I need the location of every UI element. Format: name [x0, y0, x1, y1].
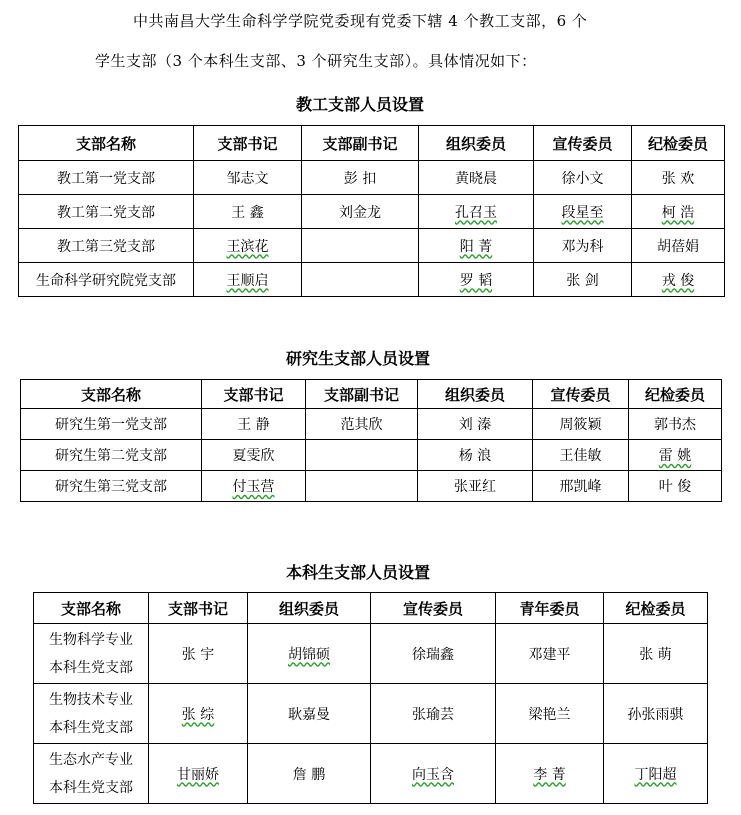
branch-name-line-1: 生态水产专业 — [49, 751, 133, 768]
table-cell: 彭 扣 — [302, 161, 419, 195]
table-cell: 詹 鹏 — [248, 744, 371, 804]
table-cell: 徐瑞鑫 — [371, 624, 496, 684]
table-cell: 张亚红 — [418, 471, 533, 502]
table-cell: 王顺启 — [194, 263, 302, 297]
column-header: 青年委员 — [496, 593, 604, 624]
undergrad-branch-table — [33, 592, 708, 804]
column-header: 纪检委员 — [632, 126, 725, 161]
table-cell: 张 萌 — [604, 624, 708, 684]
table-row — [19, 263, 725, 297]
table-cell: 周筱颖 — [533, 409, 629, 440]
undergrad-section-title: 本科生支部人员设置 — [286, 563, 431, 582]
table-cell — [306, 440, 418, 471]
table-cell: 王 鑫 — [194, 195, 302, 229]
table-cell: 王佳敏 — [533, 440, 629, 471]
column-header: 支部名称 — [19, 126, 194, 161]
table-row — [19, 229, 725, 263]
table-header-row — [19, 126, 725, 161]
table-cell: 杨 浪 — [418, 440, 533, 471]
column-header: 支部书记 — [149, 593, 248, 624]
column-header: 支部名称 — [21, 380, 202, 409]
table-header-row — [34, 593, 708, 624]
table-cell: 雷 姚 — [629, 440, 722, 471]
branch-name-cell — [34, 624, 149, 684]
intro-line-1: 中共南昌大学生命科学学院党委现有党委下辖 4 个教工支部，6 个 — [133, 12, 588, 30]
column-header: 纪检委员 — [629, 380, 722, 409]
table-row — [21, 471, 722, 502]
table-cell: 段星至 — [534, 195, 632, 229]
table-cell: 刘 溱 — [418, 409, 533, 440]
table-cell: 耿嘉曼 — [248, 684, 371, 744]
column-header: 支部副书记 — [302, 126, 419, 161]
table-cell: 柯 浩 — [632, 195, 725, 229]
branch-name-line-2: 本科生党支部 — [49, 779, 133, 796]
table-row — [19, 195, 725, 229]
column-header: 支部书记 — [202, 380, 306, 409]
branch-name-line-1: 生物科学专业 — [49, 631, 133, 648]
table-cell: 向玉含 — [371, 744, 496, 804]
column-header: 组织委员 — [419, 126, 534, 161]
branch-name-cell: 教工第三党支部 — [19, 229, 194, 263]
column-header: 支部副书记 — [306, 380, 418, 409]
table-cell: 戎 俊 — [632, 263, 725, 297]
branch-name-cell: 教工第一党支部 — [19, 161, 194, 195]
table-cell: 孙张雨骐 — [604, 684, 708, 744]
table-row — [34, 624, 708, 684]
table-row — [19, 161, 725, 195]
intro-line-2: 学生支部（3 个本科生支部、3 个研究生支部）。具体情况如下： — [95, 52, 537, 70]
faculty-branch-table — [18, 125, 725, 297]
column-header: 支部书记 — [194, 126, 302, 161]
table-cell: 王滨花 — [194, 229, 302, 263]
table-cell: 黄晓晨 — [419, 161, 534, 195]
branch-name-cell: 教工第二党支部 — [19, 195, 194, 229]
faculty-section-title: 教工支部人员设置 — [296, 95, 425, 114]
table-cell: 甘丽娇 — [149, 744, 248, 804]
table-cell: 邹志文 — [194, 161, 302, 195]
table-cell: 梁艳兰 — [496, 684, 604, 744]
column-header: 组织委员 — [418, 380, 533, 409]
table-cell: 李 菁 — [496, 744, 604, 804]
branch-name-cell: 研究生第二党支部 — [21, 440, 202, 471]
branch-name-cell — [34, 684, 149, 744]
table-cell: 张 剑 — [534, 263, 632, 297]
table-cell: 阳 菁 — [419, 229, 534, 263]
table-cell — [306, 471, 418, 502]
branch-name-cell — [34, 744, 149, 804]
table-cell: 邓为科 — [534, 229, 632, 263]
table-cell: 胡蓓娟 — [632, 229, 725, 263]
table-row — [21, 440, 722, 471]
table-cell: 刘金龙 — [302, 195, 419, 229]
graduate-section-title: 研究生支部人员设置 — [286, 349, 431, 368]
table-cell — [302, 229, 419, 263]
branch-name-cell: 生命科学研究院党支部 — [19, 263, 194, 297]
column-header: 支部名称 — [34, 593, 149, 624]
table-cell: 郭书杰 — [629, 409, 722, 440]
table-header-row — [21, 380, 722, 409]
column-header: 纪检委员 — [604, 593, 708, 624]
branch-name-cell: 研究生第一党支部 — [21, 409, 202, 440]
column-header: 宣传委员 — [371, 593, 496, 624]
table-row — [34, 744, 708, 804]
table-cell: 夏雯欣 — [202, 440, 306, 471]
table-row — [34, 684, 708, 744]
table-cell — [302, 263, 419, 297]
table-cell: 邓建平 — [496, 624, 604, 684]
table-cell: 叶 俊 — [629, 471, 722, 502]
branch-name-line-2: 本科生党支部 — [49, 659, 133, 676]
column-header: 宣传委员 — [534, 126, 632, 161]
table-cell: 王 静 — [202, 409, 306, 440]
table-cell: 丁阳超 — [604, 744, 708, 804]
column-header: 组织委员 — [248, 593, 371, 624]
branch-name-line-2: 本科生党支部 — [49, 719, 133, 736]
graduate-branch-table — [20, 379, 722, 502]
branch-name-line-1: 生物技术专业 — [49, 691, 133, 708]
table-cell: 邢凯峰 — [533, 471, 629, 502]
table-cell: 付玉营 — [202, 471, 306, 502]
table-cell: 张 综 — [149, 684, 248, 744]
table-cell: 张 宇 — [149, 624, 248, 684]
branch-name-cell: 研究生第三党支部 — [21, 471, 202, 502]
table-cell: 胡锦硕 — [248, 624, 371, 684]
table-cell: 罗 韬 — [419, 263, 534, 297]
table-cell: 范其欣 — [306, 409, 418, 440]
table-cell: 张 欢 — [632, 161, 725, 195]
column-header: 宣传委员 — [533, 380, 629, 409]
table-row — [21, 409, 722, 440]
table-cell: 徐小文 — [534, 161, 632, 195]
table-cell: 孔召玉 — [419, 195, 534, 229]
table-cell: 张瑜芸 — [371, 684, 496, 744]
